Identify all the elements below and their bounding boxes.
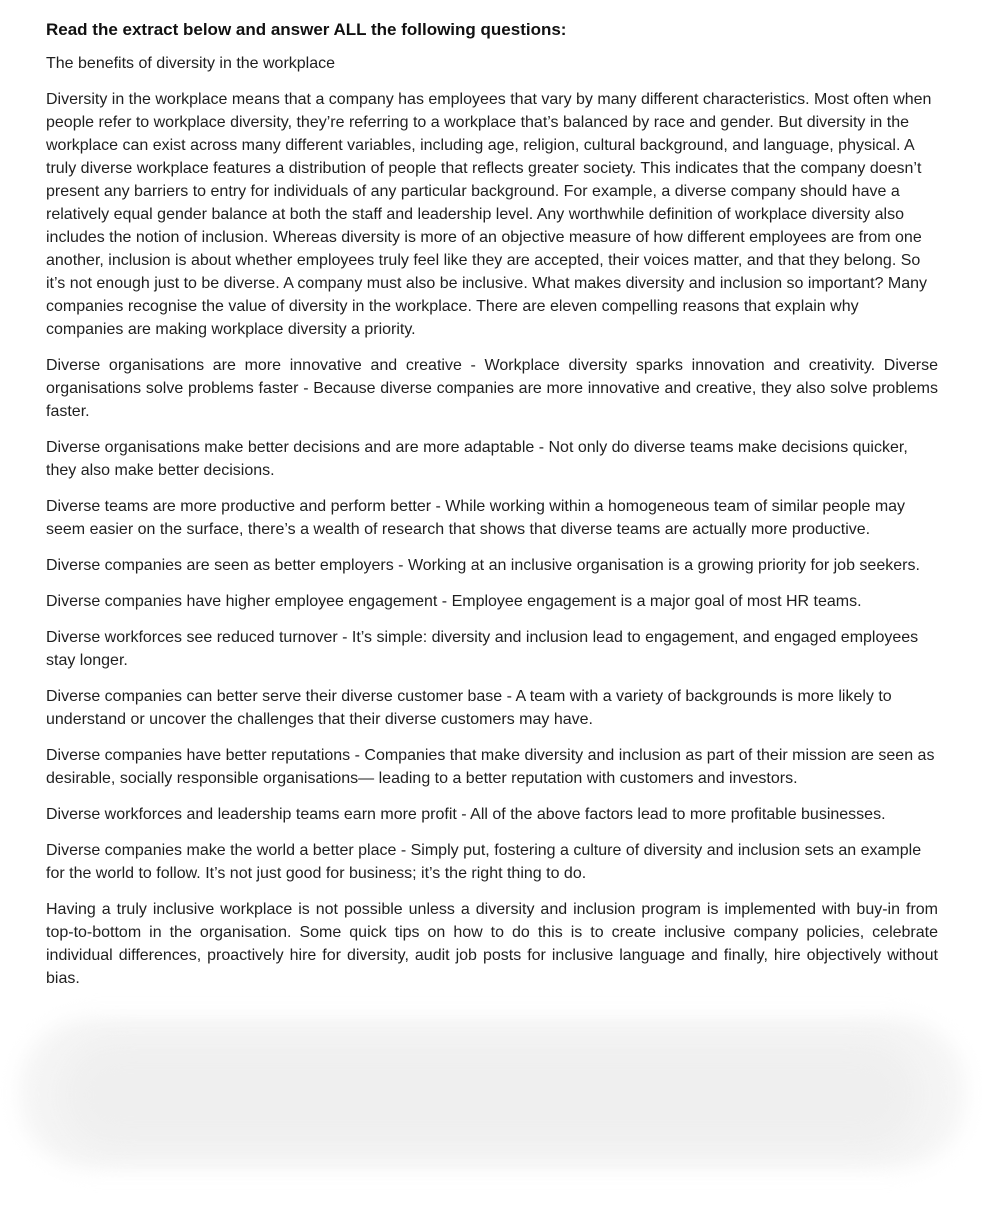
paragraph-reputations: Diverse companies have better reputations - Companies that make diversity and inclusion as part of their mission are seen as desirable, socially responsible organisations— leading to a better reputation with customers and investors. (46, 747, 935, 787)
paragraph-productive: Diverse teams are more productive and perform better - While working within a homogeneous team of similar people may seem easier on the surface, there’s a wealth of research that shows that diverse teams are actually more productive. (46, 498, 906, 538)
instruction-text: Read the extract below and answer ALL the following questions: (46, 20, 567, 39)
paragraph-profit: Diverse workforces and leadership teams earn more profit - All of the above factors lead to more profitable businesses. (46, 806, 886, 823)
paragraph-customer-base: Diverse companies can better serve their diverse customer base - A team with a variety of backgrounds is more likely to understand or uncover the challenges that their diverse customers may have. (46, 688, 892, 728)
paragraph-conclusion: Having a truly inclusive workplace is not possible unless a diversity and inclusion program is implemented with buy-in from top-to-bottom in the organisation. Some quick tips on how to do this is to create inclusive company policies, celebrate individual differences, proactively hire for diversity, audit job posts for inclusive language and finally, hire objectively without bias. (46, 901, 938, 987)
paragraph-intro: Diversity in the workplace means that a company has employees that vary by many different characteristics. Most often when people refer to workplace diversity, they’re referring to a workplace that’s balanced by race and gender. But diversity in the workplace can exist across many different variables, including age, religion, cultural background, and language, physical. A truly diverse workplace features a distribution of people that reflects greater society. This indicates that the company doesn’t present any barriers to entry for individuals of any particular background. For example, a diverse company should have a relatively equal gender balance at both the staff and leadership level. Any worthwhile definition of workplace diversity also includes the notion of inclusion. Whereas diversity is more of an objective measure of how different employees are from one another, inclusion is about whether employees truly feel like they are accepted, their voices matter, and that they belong. So it’s not enough just to be diverse. A company must also be inclusive. What makes diversity and inclusion so important? Many companies recognise the value of diversity in the workplace. There are eleven compelling reasons that explain why companies are making workplace diversity a priority. (46, 91, 932, 338)
extract-heading: The benefits of diversity in the workplace (46, 55, 336, 72)
paragraph-engagement: Diverse companies have higher employee engagement - Employee engagement is a major goal of most HR teams. (46, 593, 862, 610)
paragraph-decisions: Diverse organisations make better decisions and are more adaptable - Not only do diverse teams make decisions quicker, they also make better decisions. (46, 439, 908, 479)
document-page (46, 18, 938, 1003)
blurred-region-inner (60, 1040, 920, 1150)
paragraph-turnover: Diverse workforces see reduced turnover - It’s simple: diversity and inclusion lead to engagement, and engaged employees stay longer. (46, 629, 919, 669)
paragraph-employers: Diverse companies are seen as better employers - Working at an inclusive organisation is a growing priority for job seekers. (46, 557, 920, 574)
paragraph-better-world: Diverse companies make the world a better place - Simply put, fostering a culture of diversity and inclusion sets an example for the world to follow. It’s not just good for business; it’s the right thing to do. (46, 842, 922, 882)
paragraph-innovative: Diverse organisations are more innovative and creative - Workplace diversity sparks innovation and creativity. Diverse organisations solve problems faster - Because diverse companies are more innovative and creative, they also solve problems faster. (46, 357, 938, 420)
